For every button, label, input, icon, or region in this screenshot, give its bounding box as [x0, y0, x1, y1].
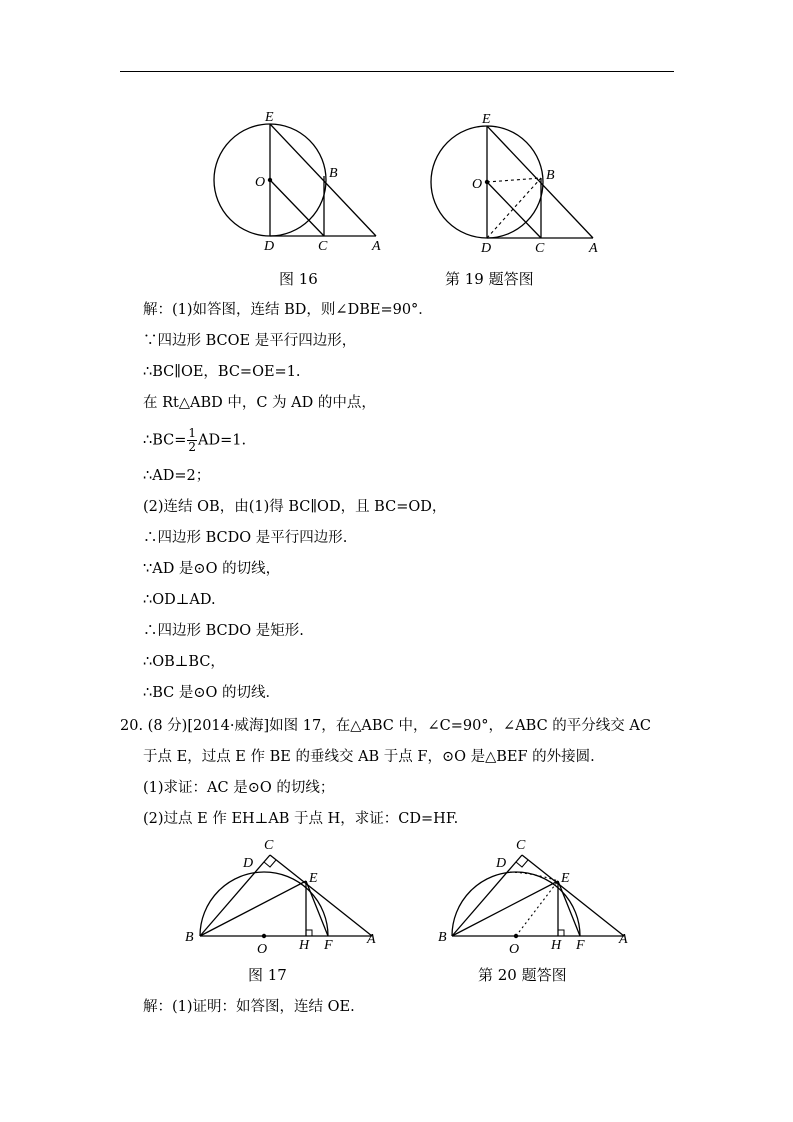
label-a: A — [589, 241, 598, 256]
label-b: B — [546, 168, 555, 183]
caption-fig16: 图 16 — [279, 270, 318, 288]
label-c: C — [264, 838, 274, 853]
right-angle-c — [264, 860, 276, 867]
solution19-line-6: (2)连结 OB，由(1)得 BC∥OD，且 BC=OD， — [143, 499, 447, 515]
problem20-line-2: 于点 E，过点 E 作 BE 的垂线交 AB 于点 F，⊙O 是△BEF 的外接圆. — [143, 749, 595, 765]
solution19-line-8: ∵AD 是⊙O 的切线， — [143, 561, 281, 577]
segment-ea — [487, 126, 593, 238]
segment-be — [200, 881, 306, 936]
label-a: A — [619, 932, 628, 947]
label-e: E — [309, 871, 318, 886]
solution20-line-1: 解：(1)证明：如答图，连结 OE. — [143, 999, 355, 1015]
solution19-frac-line — [143, 427, 246, 454]
point-o — [268, 178, 272, 182]
caption-fig17: 图 17 — [248, 966, 287, 984]
solution19-line-12: ∴BC 是⊙O 的切线． — [143, 685, 280, 701]
label-o: O — [257, 942, 268, 957]
segment-bc — [200, 855, 270, 936]
segment-oc — [487, 182, 541, 238]
figure-19-answer — [415, 105, 615, 260]
frac-suffix: AD=1. — [198, 432, 247, 449]
label-f: F — [576, 938, 585, 953]
dashed-ob — [487, 178, 541, 182]
problem20-line-1: 20. (8 分)[2014·威海]如图 17，在△ABC 中，∠C=90°，∠ABC 的平分线交 AC — [120, 718, 651, 734]
label-c: C — [535, 241, 545, 256]
figure-17 — [180, 835, 390, 960]
frac-numerator: 1 — [188, 426, 197, 440]
label-e: E — [265, 110, 274, 125]
point-o — [485, 180, 489, 184]
problem20-part-2: (2)过点 E 作 EH⊥AB 于点 H，求证：CD=HF. — [143, 811, 459, 827]
fraction-one-half — [187, 427, 197, 454]
label-e: E — [561, 871, 570, 886]
right-angle-c — [516, 860, 528, 867]
solution19-line-9: ∴OD⊥AD. — [143, 592, 216, 608]
label-a: A — [372, 239, 381, 254]
label-f: F — [324, 938, 333, 953]
label-c: C — [516, 838, 526, 853]
point-o — [262, 934, 266, 938]
label-d: D — [264, 239, 275, 254]
solution19-line-4: 在 Rt△ABD 中，C 为 AD 的中点， — [143, 395, 376, 411]
caption-fig20-answer: 第 20 题答图 — [478, 966, 567, 984]
right-angle-h — [306, 930, 312, 936]
label-o: O — [509, 942, 520, 957]
solution19-line-5: ∴AD=2； — [143, 468, 211, 484]
solution19-line-3: ∴BC∥OE，BC=OE=1. — [143, 364, 301, 380]
segment-ca — [270, 855, 372, 936]
label-o: O — [472, 177, 483, 192]
label-h: H — [551, 938, 562, 953]
label-d: D — [481, 241, 492, 256]
solution19-line-7: ∴四边形 BCDO 是平行四边形. — [143, 530, 348, 546]
solution19-line-2: ∵四边形 BCOE 是平行四边形， — [143, 333, 357, 349]
label-e: E — [482, 112, 491, 127]
segment-be — [452, 881, 558, 936]
point-o — [514, 934, 518, 938]
solution19-line-11: ∴OB⊥BC， — [143, 654, 225, 670]
segment-ef — [306, 881, 328, 936]
figure-20-answer — [432, 835, 642, 960]
label-a: A — [367, 932, 376, 947]
dashed-oe — [516, 881, 558, 936]
label-d: D — [496, 856, 507, 871]
label-o: O — [255, 175, 266, 190]
segment-ea — [270, 124, 376, 236]
label-b: B — [329, 166, 338, 181]
label-c: C — [318, 239, 328, 254]
segment-ef — [558, 881, 580, 936]
label-h: H — [299, 938, 310, 953]
label-d: D — [243, 856, 254, 871]
header-rule — [120, 71, 674, 72]
segment-bc — [452, 855, 522, 936]
solution19-line-1: 解：(1)如答图，连结 BD，则∠DBE=90°． — [143, 302, 433, 318]
label-b: B — [438, 930, 447, 945]
problem20-part-1: (1)求证：AC 是⊙O 的切线； — [143, 780, 335, 796]
label-b: B — [185, 930, 194, 945]
segment-oc — [270, 180, 324, 236]
right-angle-h — [558, 930, 564, 936]
caption-fig19-answer: 第 19 题答图 — [445, 270, 534, 288]
solution19-line-10: ∴四边形 BCDO 是矩形. — [143, 623, 304, 639]
segment-ca — [522, 855, 624, 936]
figure-16 — [200, 105, 400, 260]
dashed-de — [510, 872, 558, 881]
frac-denominator: 2 — [188, 440, 197, 454]
frac-prefix: ∴BC= — [143, 432, 187, 449]
